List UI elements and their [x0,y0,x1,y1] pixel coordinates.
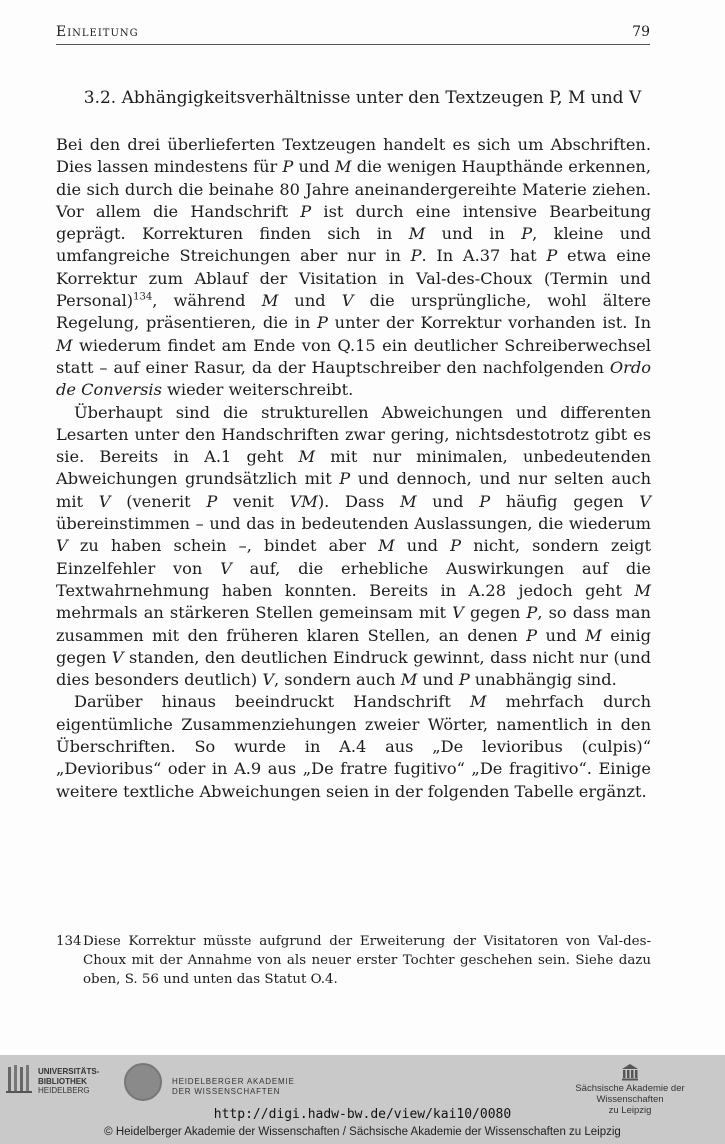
siglum: P [526,625,538,645]
siglum: V [452,603,464,623]
siglum: P [206,491,218,511]
text-run: Bei den drei überlieferten Textzeugen handelt es sich um Abschriften. Dies lassen mindestens für [56,135,651,177]
ub-logo-line2: BIBLIOTHEK [38,1076,87,1086]
siglum: P [282,157,294,177]
text-run: und dennoch, und nur selten auch mit [56,469,651,511]
siglum: V [262,670,275,690]
library-columns-icon [6,1063,34,1095]
footnote [56,932,651,989]
siglum: M [634,580,651,600]
text-run: ist durch eine intensive Bearbeitung geprägt. Korrekturen finden sich in [56,201,651,244]
text-run: Überhaupt sind die strukturellen Abweichungen und differenten Lesarten unter den Handschriften zwar gering, nichtsdestotrotz gibt es sie. Bereits in A.1 geht [56,402,651,467]
text-run: und [417,670,459,690]
text-run: und [293,157,335,177]
text-run: (venerit [110,491,207,511]
hdaw-logo-line1: HEIDELBERGER AKADEMIE [172,1077,295,1086]
text-run: standen, den deutlichen Eindruck gewinnt, dass nicht nur (und dies besonders deutlich) [56,647,651,690]
text-run: nicht, sondern zeigt Einzelfehler von [56,536,651,578]
text-run: die ursprüngliche, wohl ältere Regelung, präsentieren, die in [56,291,651,333]
permalink-url[interactable]: http://digi.hadw-bw.de/view/kai10/0080 [213,1107,512,1122]
text-run: , während [152,291,262,311]
ub-logo-line1: UNIVERSITÄTS- [38,1067,100,1076]
text-run: übereinstimmen – und das in bedeutenden Auslassungen, die wiederum [56,514,651,534]
siglum: P [526,603,538,623]
siglum: V [220,558,232,578]
footnote-ref[interactable]: 134 [133,291,153,303]
siglum: P [450,536,462,556]
siglum: M [400,670,418,690]
siglum: P [317,313,328,333]
siglum: P [546,246,558,266]
text-run: . In A.37 hat [421,246,547,266]
siglum: M [400,491,417,511]
text-run: ). Dass [317,491,400,511]
text-run: wiederum findet am Ende von Q.15 ein deutlicher Schreiberwechsel statt – auf einer Rasur, da der Hauptschreiber den nachfolgenden [56,335,651,377]
text-run: und [278,291,342,311]
university-library-logo[interactable] [6,1063,116,1103]
body-text [56,134,651,803]
text-run: häufig gegen [490,491,640,511]
siglum: V [639,491,651,511]
text-run: mit nur minimalen, unbedeutenden Abweichungen grundsätzlich mit [56,447,651,489]
text-run: und [416,491,480,511]
saxon-academy-building-icon [621,1063,639,1081]
siglum: V [111,647,124,667]
siglum: M [261,291,279,311]
ub-logo-line3: HEIDELBERG [38,1086,90,1095]
running-head [56,22,650,45]
siglum: M [378,536,395,556]
text-run: etwa eine Korrektur zum Ablauf der Visitation in Val-des-Choux (Termin und Personal) [56,246,651,311]
siglum: V [56,536,68,556]
section-heading: 3.2. Abhängigkeitsverhältnisse unter den Textzeugen P, M und V [83,88,642,108]
text-run: einig gegen [56,625,652,667]
page-number: 79 [632,24,650,40]
siglum: M [56,335,73,355]
text-run: auf, die erhebliche Auswirkungen auf die Textwahrnehmung haben konnten. Bereits in A.28 jedoch geht [56,558,651,600]
siglum: P [521,224,533,244]
saw-logo-line1: Sächsische Akademie der Wissenschaften [575,1083,685,1105]
siglum: P [300,201,312,221]
siglum: P [410,246,422,266]
heidelberg-academy-logo[interactable] [124,1063,314,1105]
paragraph [56,134,651,402]
siglum: VM [289,491,318,511]
siglum: M [408,224,426,244]
text-run: unter der Korrektur vorhanden ist. In [327,313,651,333]
siglum: M [334,157,352,177]
text-run: , so dass man zusammen mit den früheren klaren Stellen, an denen [56,603,651,645]
running-head-title: Einleitung [56,24,139,40]
viewer-footer [0,1055,725,1144]
text-run: und in [425,224,522,244]
paragraph [56,691,651,802]
siglum: V [341,291,354,311]
text-run: und [394,536,451,556]
siglum: V [98,491,111,511]
text-run: und [537,625,586,645]
siglum: P [339,469,351,489]
saxon-academy-logo[interactable] [545,1063,715,1116]
text-run: venit [217,491,290,511]
paragraph [56,402,651,692]
saw-logo-line2: zu Leipzig [608,1105,652,1116]
footnote-text: Diese Korrektur müsste aufgrund der Erweiterung der Visitatoren von Val-des-Choux mit der Annahme von als neuer erster Tochter geschehen sein. Siehe dazu oben, S. 56 und unten das Statut O.4. [83,934,651,987]
siglum: M [298,447,316,467]
text-run: , sondern auch [274,670,401,690]
siglum: P [458,670,470,690]
siglum: Ordo de Conversis [56,357,651,400]
text-run: wieder weiterschreibt. [161,380,354,400]
copyright-notice: © Heidelberger Akademie der Wissenschaften / Sächsische Akademie der Wissenschaften zu Leipzig [104,1126,621,1138]
siglum: P [479,491,491,511]
text-run: zu haben schein –, bindet aber [67,536,379,556]
academy-seal-icon [124,1063,162,1101]
text-run: mehrfach durch eigentümliche Zusammenziehungen zweier Wörter, namentlich in den Überschriften. So wurde in A.4 aus „De levioribus (culpis)“ „Devioribus“ oder in A.9 aus „De fratre fugitivo“ „De fragitivo“. Einige weitere textliche Abweichungen seien in der folgenden Tabelle ergänzt. [56,692,651,801]
hdaw-logo-line2: DER WISSENSCHAFTEN [172,1087,281,1096]
text-run: , kleine und umfangreiche Streichungen aber nur in [56,224,651,266]
text-run: Darüber hinaus beeindruckt Handschrift [74,692,471,712]
text-run: unabhängig sind. [469,670,617,690]
text-run: die wenigen Haupthände erkennen, die sich durch die beinahe 80 Jahre aneinandergereihte Materie ziehen. Vor allem die Handschrift [56,157,651,221]
text-run: gegen [463,603,527,623]
footnote-number: 134 [56,934,82,949]
text-run: mehrmals an stärkeren Stellen gemeinsam mit [56,603,453,623]
siglum: M [470,692,487,712]
siglum: M [585,625,602,645]
